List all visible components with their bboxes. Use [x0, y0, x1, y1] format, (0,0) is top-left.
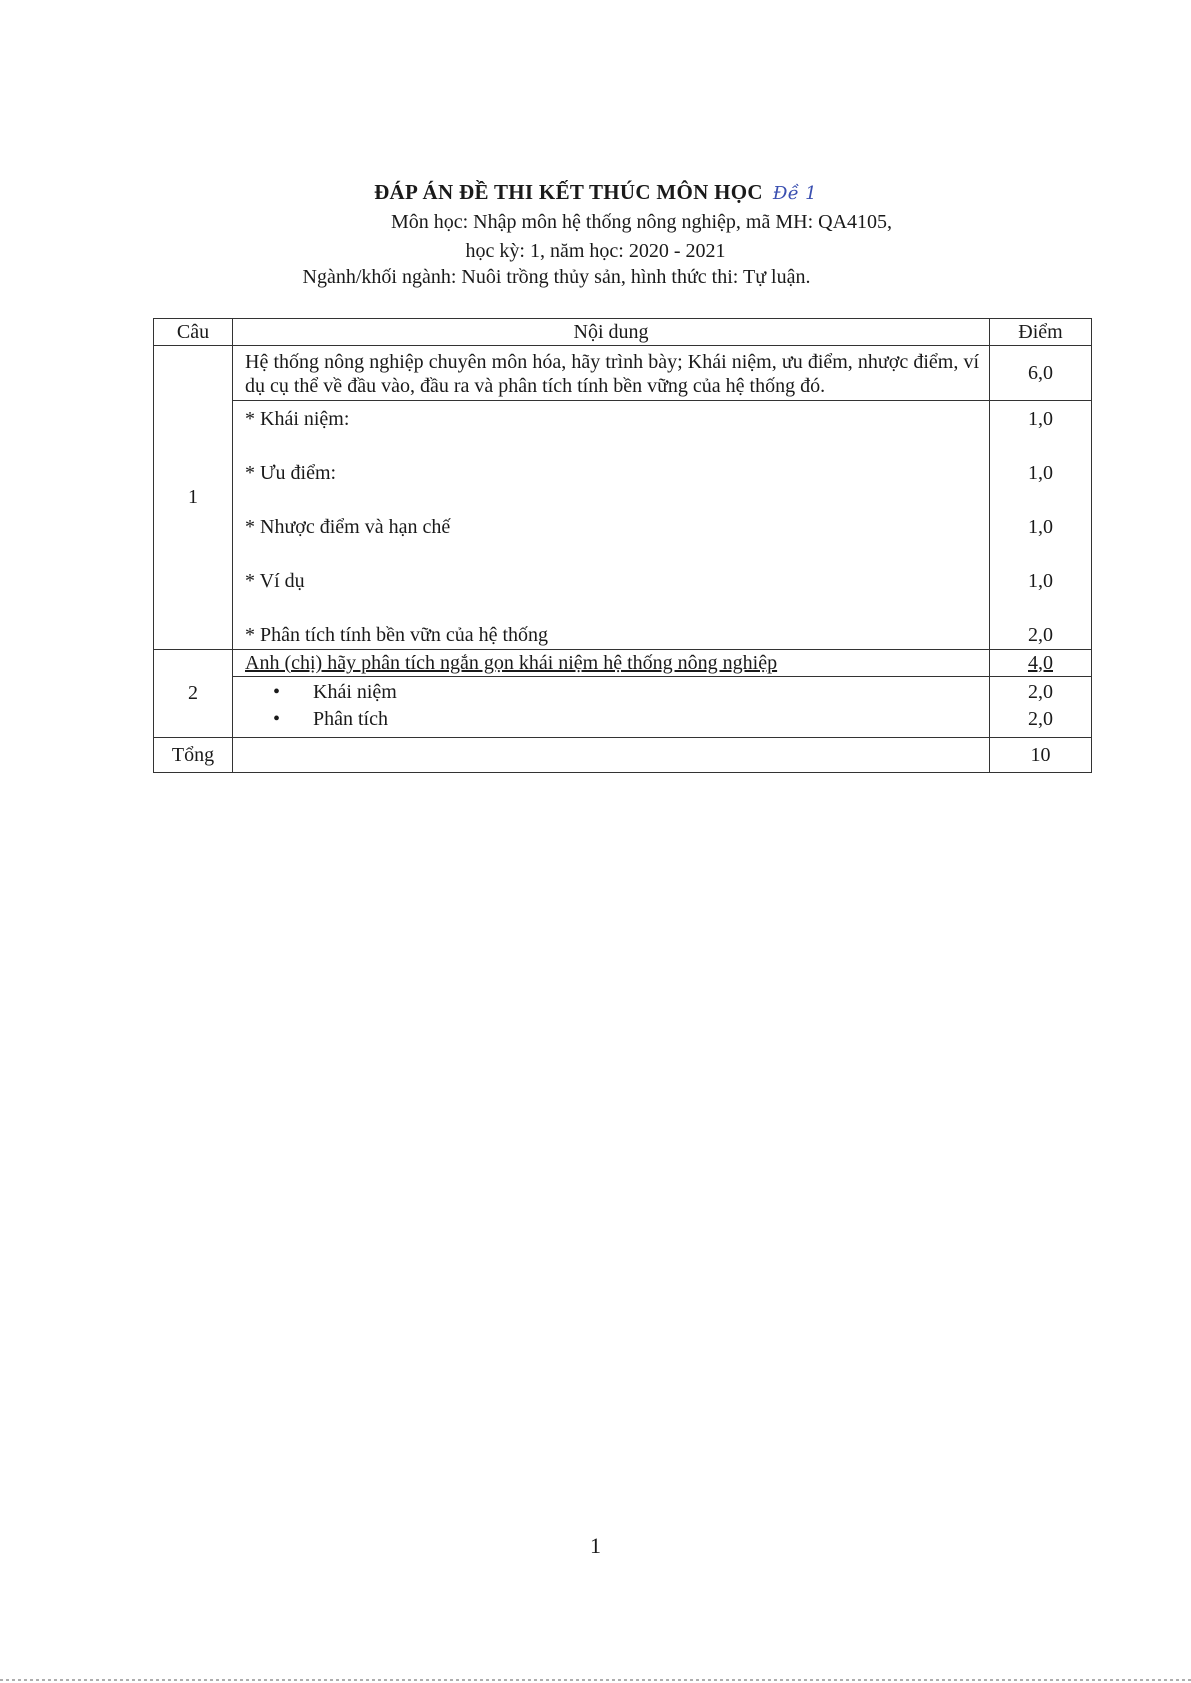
- q1-number: 1: [154, 346, 233, 650]
- total-points: 10: [990, 738, 1092, 773]
- document-title: [0, 180, 1191, 205]
- item-points: 2,0: [1028, 624, 1053, 646]
- bullet-icon: •: [273, 681, 281, 703]
- page-number: 1: [590, 1533, 601, 1558]
- q2-prompt-row: [154, 650, 1092, 677]
- list-item: * Nhược điểm và hạn chế: [245, 516, 451, 538]
- course-line: Môn học: Nhập môn hệ thống nông nghiệp, mã MH: QA4105,: [390, 211, 893, 233]
- title-text: ĐÁP ÁN ĐỀ THI KẾT THÚC MÔN HỌC: [374, 180, 763, 204]
- list-item: [273, 706, 977, 733]
- major-line: Ngành/khối ngành: Nuôi trồng thủy sản, hình thức thi: Tự luận.: [302, 266, 811, 288]
- list-item: * Ưu điểm:: [245, 462, 337, 484]
- item-points: 1,0: [1028, 570, 1053, 592]
- total-label: Tổng: [154, 738, 233, 773]
- q1-total-points: 6,0: [990, 346, 1092, 401]
- list-item-label: Phân tích: [313, 708, 388, 730]
- q2-total-points: 4,0: [990, 650, 1092, 677]
- total-row: [154, 738, 1092, 773]
- q1-item-points: [990, 401, 1092, 650]
- bullet-icon: •: [273, 708, 281, 730]
- list-item: [273, 679, 977, 706]
- list-item: * Khái niệm:: [245, 408, 350, 430]
- q2-items: [233, 677, 990, 738]
- q1-prompt: Hệ thống nông nghiệp chuyên môn hóa, hãy trình bày; Khái niệm, ưu điểm, nhược điểm, ví dụ cụ thể về đầu vào, đầu ra và phân tích tính bền vững của hệ thống đó.: [233, 346, 990, 401]
- list-item: * Phân tích tính bền vữn của hệ thống: [245, 624, 549, 646]
- total-empty-cell: [233, 738, 990, 773]
- list-item-label: Khái niệm: [313, 681, 397, 703]
- header-points: Điểm: [990, 319, 1092, 346]
- table-header-row: [154, 319, 1092, 346]
- list-item: * Ví dụ: [245, 570, 305, 592]
- item-points: 2,0: [1028, 708, 1053, 730]
- q1-prompt-row: [154, 346, 1092, 401]
- q1-items-row: [154, 401, 1092, 650]
- scan-edge-divider: [0, 1679, 1191, 1681]
- q2-prompt: Anh (chị) hãy phân tích ngắn gọn khái niệm hệ thống nông nghiệp: [233, 650, 990, 677]
- item-points: 2,0: [1028, 681, 1053, 703]
- header-question: Câu: [154, 319, 233, 346]
- handwritten-exam-code: Đề 1: [772, 183, 817, 204]
- term-line: học kỳ: 1, năm học: 2020 - 2021: [465, 240, 726, 262]
- q1-items: [233, 401, 990, 650]
- item-points: 1,0: [1028, 408, 1053, 430]
- q2-items-row: [154, 677, 1092, 738]
- q2-item-points: [990, 677, 1092, 738]
- item-points: 1,0: [1028, 462, 1053, 484]
- answer-table: [153, 318, 1092, 773]
- q2-number: 2: [154, 650, 233, 738]
- header-content: Nội dung: [233, 319, 990, 346]
- item-points: 1,0: [1028, 516, 1053, 538]
